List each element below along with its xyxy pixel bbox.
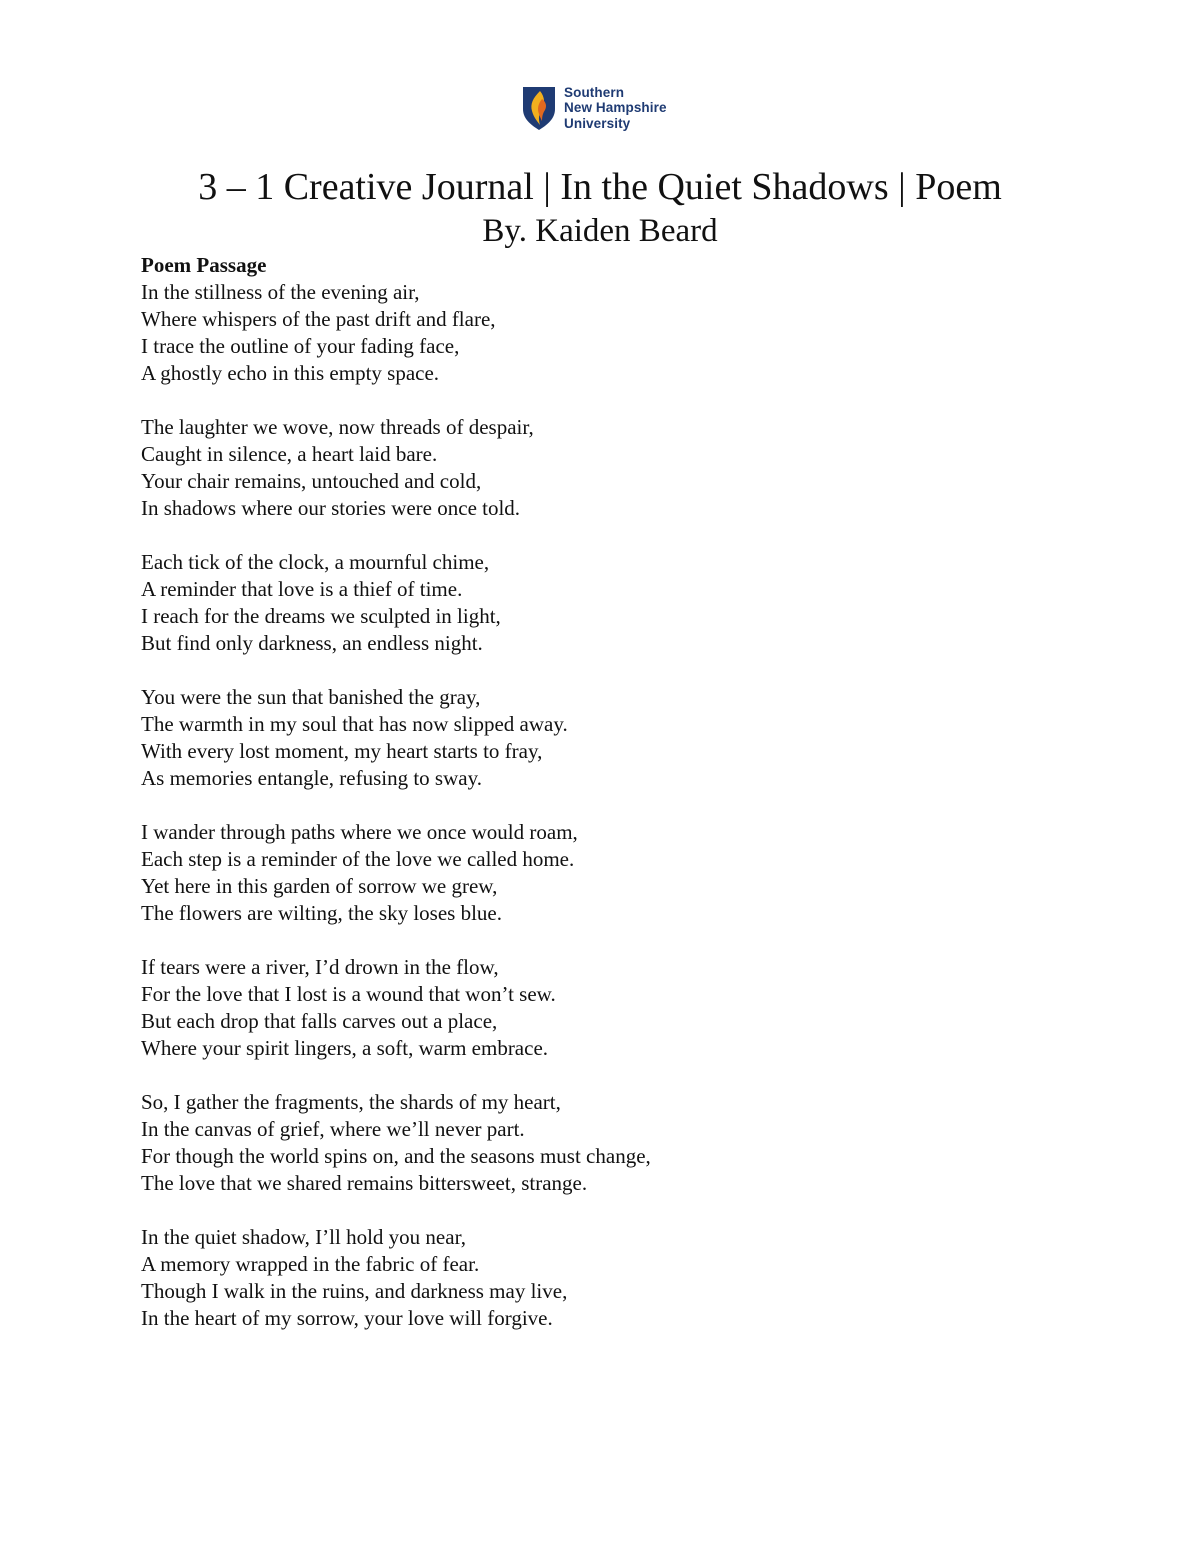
poem-stanza <box>141 279 1041 387</box>
poem-stanza <box>141 819 1041 927</box>
poem-line: So, I gather the fragments, the shards of my heart, <box>141 1090 561 1114</box>
poem-heading: Poem Passage <box>141 253 267 277</box>
poem-line: A ghostly echo in this empty space. <box>141 361 440 385</box>
poem-line: Where whispers of the past drift and flare, <box>141 307 496 331</box>
poem-line: The flowers are wilting, the sky loses blue. <box>141 901 502 925</box>
poem-line: In shadows where our stories were once told. <box>141 496 521 520</box>
poem-line: You were the sun that banished the gray, <box>141 685 481 709</box>
poem-line: Your chair remains, untouched and cold, <box>141 469 482 493</box>
document-author: By. Kaiden Beard <box>482 213 718 249</box>
poem-line: I reach for the dreams we sculpted in light, <box>141 604 501 628</box>
poem-stanza <box>141 1089 1041 1197</box>
poem-stanza <box>141 549 1041 657</box>
poem-line: Where your spirit lingers, a soft, warm embrace. <box>141 1036 549 1060</box>
poem-stanza <box>141 1224 1041 1332</box>
poem-line: But each drop that falls carves out a place, <box>141 1009 498 1033</box>
poem-line: Each step is a reminder of the love we called home. <box>141 847 575 871</box>
poem-line: In the heart of my sorrow, your love will forgive. <box>141 1306 553 1330</box>
poem-line: For though the world spins on, and the seasons must change, <box>141 1144 651 1168</box>
poem-stanza <box>141 414 1041 522</box>
poem-line: Yet here in this garden of sorrow we grew, <box>141 874 498 898</box>
poem-line: If tears were a river, I’d drown in the flow, <box>141 955 499 979</box>
logo-wordmark <box>564 85 667 132</box>
poem-line: Caught in silence, a heart laid bare. <box>141 442 438 466</box>
poem-line: The laughter we wove, now threads of despair, <box>141 415 534 439</box>
poem-line: As memories entangle, refusing to sway. <box>141 766 482 790</box>
poem-line: But find only darkness, an endless night. <box>141 631 483 655</box>
document-title: 3 – 1 Creative Journal | In the Quiet Shadows | Poem <box>198 166 1002 208</box>
logo-line-2: New Hampshire <box>564 100 667 116</box>
poem-line: In the quiet shadow, I’ll hold you near, <box>141 1225 466 1249</box>
poem-line: In the canvas of grief, where we’ll never part. <box>141 1117 525 1141</box>
poem-line: For the love that I lost is a wound that won’t sew. <box>141 982 556 1006</box>
poem-line: I wander through paths where we once would roam, <box>141 820 578 844</box>
poem-stanza <box>141 684 1041 792</box>
poem-line: In the stillness of the evening air, <box>141 280 420 304</box>
logo-line-1: Southern <box>564 84 625 100</box>
university-logo <box>521 84 667 132</box>
poem-stanzas <box>141 279 1041 1332</box>
poem-line: The love that we shared remains bittersweet, strange. <box>141 1171 588 1195</box>
poem-line: Though I walk in the ruins, and darkness may live, <box>141 1279 568 1303</box>
poem-line: Each tick of the clock, a mournful chime, <box>141 550 490 574</box>
flame-shield-icon <box>521 85 557 131</box>
poem-line: A reminder that love is a thief of time. <box>141 577 463 601</box>
poem-line: A memory wrapped in the fabric of fear. <box>141 1252 480 1276</box>
poem-line: I trace the outline of your fading face, <box>141 334 460 358</box>
logo-line-3: University <box>564 115 631 131</box>
poem-body <box>141 252 1041 1359</box>
poem-stanza <box>141 954 1041 1062</box>
poem-line: With every lost moment, my heart starts to fray, <box>141 739 543 763</box>
poem-line: The warmth in my soul that has now slipped away. <box>141 712 568 736</box>
